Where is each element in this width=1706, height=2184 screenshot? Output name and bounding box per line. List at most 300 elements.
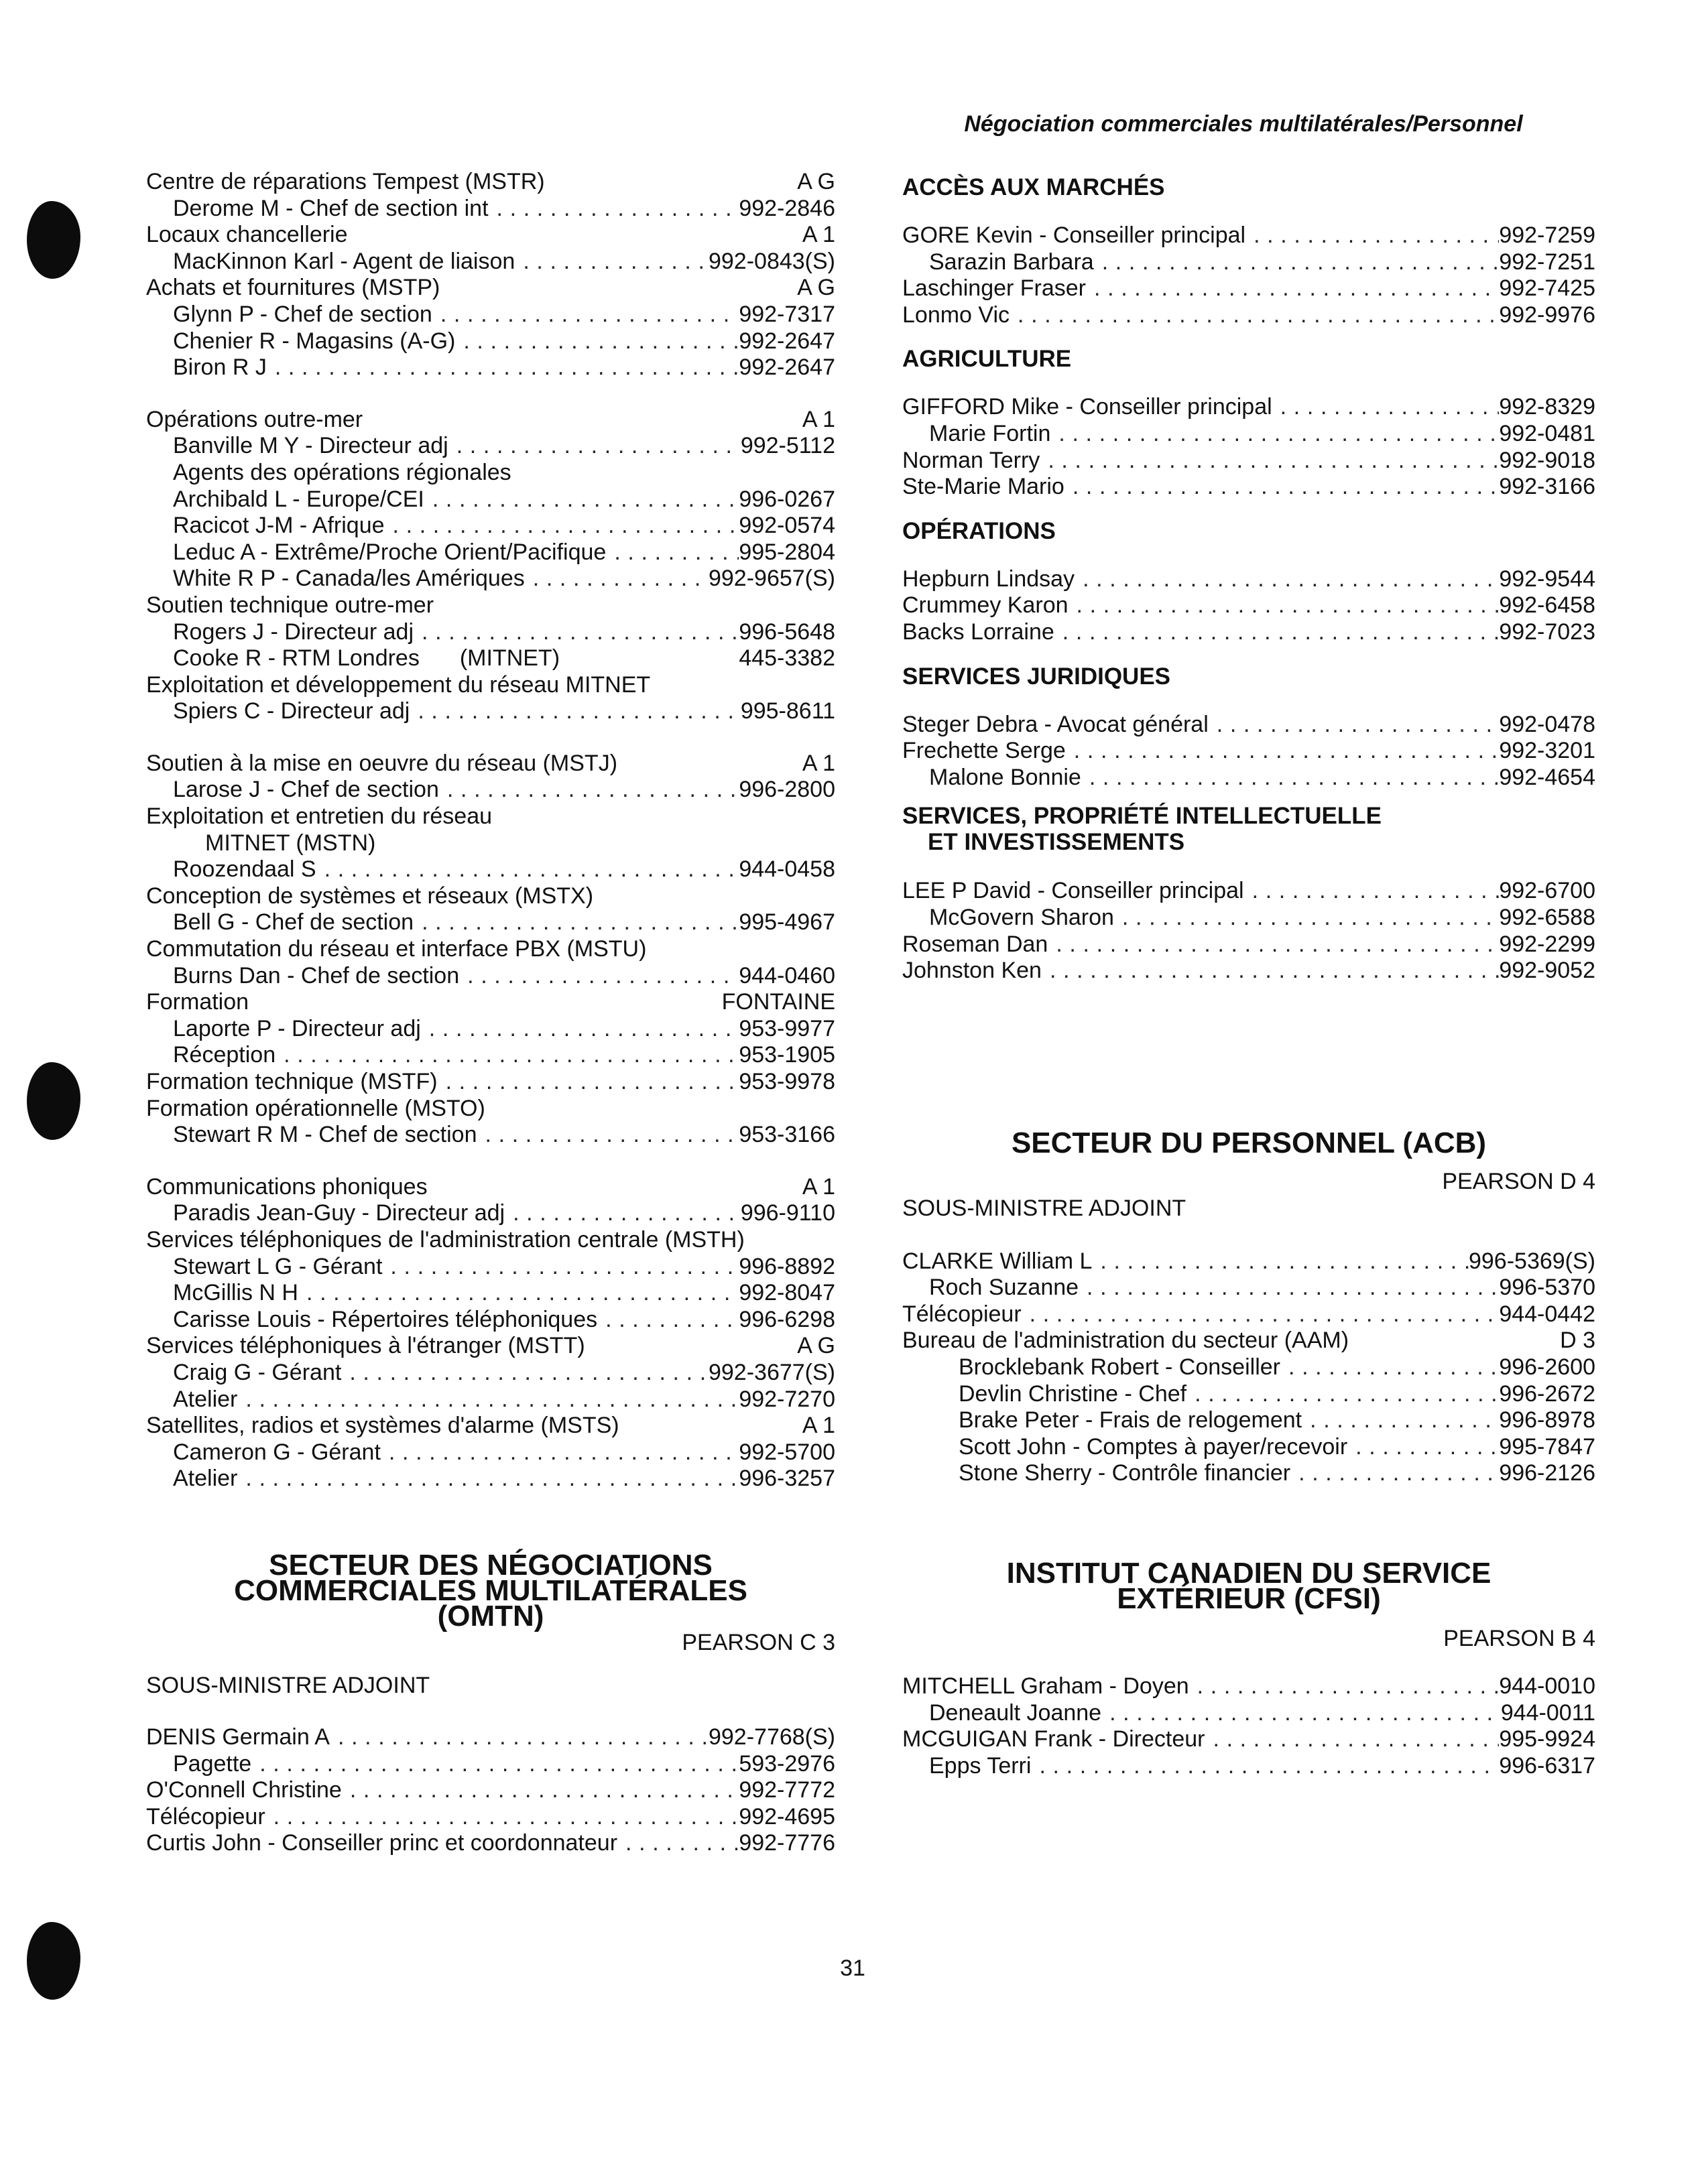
directory-entry [146,539,835,566]
section-heading: AGRICULTURE [902,346,1072,373]
entry-name: McGillis N H [173,1280,298,1306]
directory-entry [146,645,835,672]
entry-name: MacKinnon Karl - Agent de liaison [173,248,515,274]
entry-phone: 992-7023 [1499,619,1595,645]
directory-entry [146,830,835,857]
entry-name: Laschinger Fraser [902,275,1087,302]
directory-entry [902,1354,1595,1381]
location: PEARSON D 4 [1442,1168,1595,1194]
directory-entry [146,1096,835,1122]
entry-phone: 992-6588 [1499,904,1595,930]
dot-leader [424,487,739,513]
entry-name: LEE P David - Conseiller principal [902,878,1244,904]
dot-leader [1205,1726,1500,1753]
entry-name: Deneault Joanne [929,1699,1102,1726]
directory-entry [902,1673,1595,1700]
entry-phone: 992-8329 [1499,394,1595,420]
directory-entry [146,1042,835,1069]
section-title: SECTEUR DES NÉGOCIATIONS COMMERCIALES MULTILATÉRALES (OMTN) [234,1548,747,1632]
directory-entry [146,513,835,539]
entry-phone: 992-8047 [739,1280,835,1306]
dot-leader [606,539,739,566]
entry-phone: 995-9924 [1499,1726,1595,1752]
section-heading: SERVICES, PROPRIÉTÉ INTELLECTUELLE ET INVESTISSEMENTS [902,803,1382,856]
directory-entry [146,777,835,804]
directory-entry [902,1328,1595,1354]
entry-name: GIFFORD Mike - Conseiller principal [902,394,1272,420]
dot-leader [1040,448,1499,474]
entry-phone: 996-0267 [739,486,835,512]
directory-entry [146,1413,835,1439]
entry-name: Satellites, radios et systèmes d'alarme (MSTS) [146,1413,619,1439]
entry-name: DENIS Germain A [146,1724,330,1750]
running-header: Négociation commerciales multilatérales/Personnel [964,111,1523,137]
directory-entry [146,196,835,222]
entry-phone: 992-5700 [739,1439,835,1465]
dot-leader [381,1439,739,1466]
entry-name: Réception [173,1042,276,1068]
entry-name: Roseman Dan [902,931,1048,957]
directory-entry [146,619,835,646]
entry-phone: 992-7768(S) [708,1724,835,1750]
entry-phone: 995-7847 [1499,1433,1595,1460]
entry-phone: 992-3201 [1499,738,1595,764]
directory-entry [146,460,835,487]
entry-phone: 992-4695 [739,1803,835,1829]
directory-entry [146,1174,835,1201]
entry-name: Racicot J-M - Afrique [173,513,385,539]
entry-name: CLARKE William L [902,1248,1093,1274]
dot-leader [1048,932,1499,958]
entry-name: Soutien technique outre-mer [146,592,434,618]
dot-leader [316,856,739,883]
entry-name: Centre de réparations Tempest (MSTR) [146,169,545,194]
directory-entry [902,222,1595,249]
entry-name: Agents des opérations régionales [173,459,511,485]
department-section [902,513,1595,658]
entry-name: Brake Peter - Frais de relogement [959,1407,1302,1433]
entry-phone: A G [797,1333,835,1359]
directory-block [146,169,835,381]
dot-leader [438,1069,739,1096]
entry-name: Exploitation et développement du réseau MITNET [146,671,651,698]
directory-block [902,1673,1595,1779]
dot-leader [1244,878,1500,905]
directory-entry [902,592,1595,619]
dot-leader [1050,421,1499,448]
entry-name: McGovern Sharon [929,904,1114,930]
entry-name: White R P - Canada/les Amériques [173,566,525,592]
entry-name: Stone Sherry - Contrôle financier [959,1460,1291,1486]
directory-entry [146,1227,835,1254]
entry-name: Cooke R - RTM Londres [173,645,420,671]
entry-phone: 944-0011 [1500,1699,1595,1726]
entry-phone: 992-0478 [1499,711,1595,737]
dot-leader [385,513,739,539]
entry-phone: 953-9978 [739,1069,835,1094]
subheading: SOUS-MINISTRE ADJOINT [146,1672,430,1698]
entry-phone: A G [797,275,835,301]
dot-leader [1280,1354,1499,1381]
dot-leader [1092,1248,1469,1275]
entry-phone: A 1 [802,222,835,248]
dot-leader [330,1724,709,1751]
entry-name: Bell G - Chef de section [173,909,414,936]
directory-block [146,751,835,1149]
entry-phone: 992-9018 [1499,447,1595,473]
directory-entry [146,1307,835,1334]
entry-name: Achats et fournitures (MSTP) [146,275,440,301]
directory-entry [902,1248,1595,1275]
entry-phone: 995-4967 [739,909,835,936]
entry-phone: 996-5369(S) [1468,1248,1595,1274]
directory-entry [902,738,1595,765]
directory-entry [902,394,1595,421]
entry-name: Glynn P - Chef de section [173,301,432,327]
entry-phone: 995-2804 [739,539,835,565]
entry-phone: 992-7425 [1499,275,1595,302]
directory-entry [146,698,835,725]
dot-leader [455,328,739,355]
omtn-section [146,1548,835,1857]
directory-entry [902,1434,1595,1461]
directory-entry [902,275,1595,302]
acb-section [902,1126,1595,1487]
entry-phone: A 1 [802,750,835,776]
entry-phone: 996-9110 [740,1200,835,1226]
entry-name: Formation technique (MSTF) [146,1069,438,1094]
dot-leader [525,566,709,592]
dot-leader [1079,1275,1499,1301]
entry-name: Soutien à la mise en oeuvre du réseau (MSTJ) [146,750,618,776]
directory-entry [146,487,835,513]
left-column [146,169,835,1857]
entry-name: Télécopieur [146,1803,265,1829]
directory-entry [146,566,835,592]
entry-name: Stewart R M - Chef de section [173,1122,477,1148]
dot-leader [267,355,739,381]
entry-phone: 992-9052 [1499,958,1595,984]
directory-entry [146,433,835,460]
dot-leader [1081,765,1499,791]
entry-name: MCGUIGAN Frank - Directeur [902,1726,1205,1752]
directory-block [902,1248,1595,1487]
entry-phone: 992-7270 [739,1386,835,1412]
directory-entry [902,1460,1595,1487]
entry-name: GORE Kevin - Conseiller principal [902,222,1246,248]
entry-name: Biron R J [173,355,267,381]
entry-phone: 992-6458 [1499,592,1595,619]
dot-leader [1114,905,1499,932]
directory-entry [146,1254,835,1281]
dot-leader [421,1016,739,1043]
entry-phone: A 1 [802,1413,835,1439]
directory-block [902,712,1595,791]
dot-leader [432,302,739,328]
directory-entry [146,804,835,830]
entry-name: Formation [146,989,249,1015]
entry-name: Steger Debra - Avocat général [902,711,1209,737]
entry-name: Marie Fortin [929,420,1051,446]
entry-phone: 445-3382 [739,645,835,671]
entry-phone: 944-0460 [739,962,835,988]
directory-entry [146,672,835,699]
directory-block [902,222,1595,328]
entry-name: Roozendaal S [173,856,316,883]
dot-leader [1186,1381,1499,1408]
department-section [902,658,1595,804]
entry-name: Craig G - Gérant [173,1359,342,1385]
section-title: SECTEUR DU PERSONNEL (ACB) [1011,1126,1487,1159]
entry-name: Stewart L G - Gérant [173,1253,383,1279]
directory-block [902,566,1595,646]
dot-leader [237,1387,739,1413]
binder-hole [27,1062,80,1140]
dot-leader [1094,249,1500,276]
directory-entry [146,592,835,619]
dot-leader [1347,1434,1499,1461]
dot-leader [1209,712,1500,738]
entry-phone: 953-9977 [739,1015,835,1041]
entry-name: Pagette [173,1750,252,1777]
directory-entry [146,1069,835,1096]
directory-entry [146,1360,835,1387]
entry-name: Services téléphoniques à l'étranger (MSTT) [146,1333,585,1359]
dot-leader [410,698,740,725]
entry-name: Burns Dan - Chef de section [173,962,460,988]
entry-phone: 593-2976 [739,1750,835,1777]
entry-phone: 992-7251 [1499,249,1595,275]
dot-leader [1075,566,1499,593]
entry-phone: 944-0442 [1499,1301,1595,1327]
entry-name: O'Connell Christine [146,1777,342,1803]
dot-leader [459,963,739,990]
entry-phone: 996-8892 [739,1253,835,1279]
entry-name: Epps Terri [929,1752,1032,1779]
entry-phone: 992-9976 [1499,302,1595,328]
entry-name: Laporte P - Directeur adj [173,1015,421,1041]
entry-name: Scott John - Comptes à payer/recevoir [959,1433,1348,1460]
directory-entry [146,1122,835,1149]
directory-entry [146,1439,835,1466]
entry-name: Chenier R - Magasins (A-G) [173,328,456,354]
department-section [902,340,1595,512]
entry-name: Curtis John - Conseiller princ et coordonnateur [146,1830,618,1856]
entry-phone: 996-2672 [1499,1380,1595,1407]
dot-leader [1101,1700,1501,1727]
location: PEARSON C 3 [682,1629,835,1655]
directory-entry [146,275,835,302]
directory-entry [146,1777,835,1804]
section-heading: SERVICES JURIDIQUES [902,663,1171,690]
entry-phone: 996-5370 [1499,1275,1595,1301]
directory-entry [146,249,835,275]
entry-name: Cameron G - Gérant [173,1439,381,1465]
directory-entry [902,1381,1595,1408]
dot-leader [1290,1460,1499,1487]
entry-name: Formation opérationnelle (MSTO) [146,1095,485,1121]
entry-name: Johnston Ken [902,958,1042,984]
entry-phone: 992-3677(S) [708,1359,835,1385]
entry-name: Archibald L - Europe/CEI [173,486,424,512]
entry-phone: 996-6317 [1499,1752,1595,1779]
cfsi-section [902,1557,1595,1779]
dot-leader [414,619,739,646]
directory-entry [902,1726,1595,1753]
entry-name: MITCHELL Graham - Doyen [902,1673,1189,1699]
department-section [902,169,1595,340]
entry-phone: 992-6700 [1499,878,1595,904]
entry-name: Crummey Karon [902,592,1069,619]
directory-entry [146,963,835,990]
directory-entry [146,1387,835,1413]
directory-entry [902,712,1595,738]
entry-phone: 992-7776 [739,1830,835,1856]
dot-leader [1031,1753,1499,1780]
entry-name: Locaux chancellerie [146,222,348,248]
entry-phone: 992-0843(S) [708,248,835,274]
dot-leader [1272,394,1500,421]
entry-name: Paradis Jean-Guy - Directeur adj [173,1200,505,1226]
directory-entry [146,856,835,883]
entry-phone: FONTAINE [721,989,835,1015]
directory-entry [902,421,1595,448]
dot-leader [342,1777,739,1804]
directory-entry [146,1280,835,1307]
entry-name: Atelier [173,1466,238,1492]
directory-entry [146,1724,835,1751]
dot-leader [414,909,739,936]
entry-name: Carisse Louis - Répertoires téléphoniques [173,1306,598,1332]
directory-entry [902,566,1595,593]
entry-phone: A G [797,169,835,194]
dot-leader [1064,474,1499,501]
directory-entry [902,878,1595,905]
directory-entry [902,474,1595,501]
entry-phone: 992-2846 [739,195,835,221]
directory-entry [146,222,835,249]
entry-phone: 996-5648 [739,619,835,645]
entry-phone: 996-2600 [1499,1354,1595,1380]
entry-phone: 992-2647 [739,355,835,381]
entry-phone: A 1 [802,406,835,432]
entry-phone: D 3 [1560,1328,1595,1354]
directory-block [902,394,1595,500]
directory-entry [146,1804,835,1831]
directory-entry [902,932,1595,958]
entry-name: Hepburn Lindsay [902,566,1075,592]
entry-name: MITNET (MSTN) [205,830,376,856]
binder-hole [27,1922,80,2000]
dot-leader [265,1804,739,1831]
directory-entry [146,883,835,910]
directory-entry [902,1407,1595,1434]
entry-name: Bureau de l'administration du secteur (AAM) [902,1328,1349,1354]
dot-leader [439,777,739,804]
entry-phone: 953-1905 [739,1042,835,1068]
dot-leader [448,433,741,460]
section-title: INSTITUT CANADIEN DU SERVICE EXTÉRIEUR (CFSI) [1006,1557,1491,1616]
directory-entry [902,619,1595,646]
dot-leader [505,1200,741,1227]
directory-entry [146,936,835,963]
entry-phone: 996-3257 [739,1466,835,1492]
entry-phone: 992-2299 [1499,931,1595,957]
dot-leader [597,1307,739,1334]
entry-phone: 944-0458 [739,856,835,883]
entry-phone: 953-3166 [739,1122,835,1148]
entry-name: Banville M Y - Directeur adj [173,433,448,459]
directory-entry [146,1200,835,1227]
entry-phone: 995-8611 [740,698,835,724]
entry-name: Ste-Marie Mario [902,474,1064,500]
subheading: SOUS-MINISTRE ADJOINT [902,1195,1186,1221]
dot-leader [251,1751,739,1778]
department-section [902,803,1595,984]
entry-phone: 944-0010 [1499,1673,1595,1699]
entry-name: Larose J - Chef de section [173,777,439,803]
dot-leader [1086,275,1499,302]
entry-name: Rogers J - Directeur adj [173,619,414,645]
location: PEARSON B 4 [1443,1626,1595,1652]
entry-phone: 992-7317 [739,301,835,327]
directory-entry [146,169,835,196]
entry-phone: 992-7259 [1499,222,1595,248]
dot-leader [341,1360,709,1387]
dot-leader [1066,738,1500,765]
binder-hole [27,201,80,279]
entry-name: Communications phoniques [146,1173,428,1200]
dot-leader [1042,958,1499,984]
directory-entry [902,1700,1595,1727]
directory-entry [902,765,1595,791]
directory-entry [146,1466,835,1492]
directory-entry [146,1016,835,1043]
entry-phone: 996-2126 [1499,1460,1595,1486]
directory-entry [146,1751,835,1778]
directory-entry [902,1301,1595,1328]
entry-name: Spiers C - Directeur adj [173,698,410,724]
directory-block [146,1724,835,1857]
entry-phone: 992-5112 [740,433,835,459]
entry-phone: 996-8978 [1499,1407,1595,1433]
dot-leader [298,1280,739,1307]
directory-block [146,1174,835,1492]
entry-network: (MITNET) [459,645,560,671]
directory-entry [902,302,1595,329]
dot-leader [1245,222,1499,249]
entry-name: Commutation du réseau et interface PBX (MSTU) [146,936,647,962]
entry-phone: 992-0481 [1499,420,1595,446]
entry-name: Conception de systèmes et réseaux (MSTX) [146,883,594,909]
dot-leader [515,249,709,275]
directory-entry [146,302,835,328]
entry-name: Atelier [173,1386,238,1412]
directory-entry [146,1333,835,1360]
entry-phone: 996-6298 [739,1306,835,1332]
entry-name: Backs Lorraine [902,619,1054,645]
entry-name: Roch Suzanne [929,1275,1079,1301]
entry-phone: 992-2647 [739,328,835,354]
section-heading: ACCÈS AUX MARCHÉS [902,174,1165,200]
directory-block [902,878,1595,984]
dot-leader [617,1830,739,1857]
directory-entry [146,909,835,936]
entry-name: Exploitation et entretien du réseau [146,804,493,830]
directory-entry [146,751,835,777]
entry-name: Services téléphoniques de l'administration centrale (MSTH) [146,1226,745,1252]
entry-name: Malone Bonnie [929,764,1081,790]
